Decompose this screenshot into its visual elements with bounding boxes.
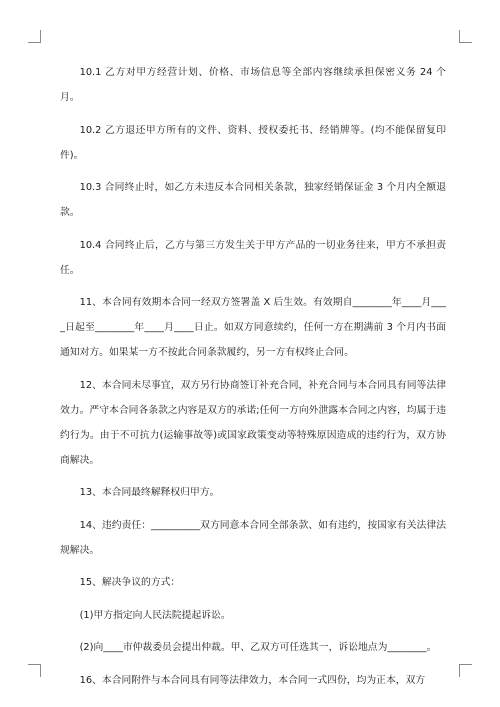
clause-13: 13、本合同最终解释权归甲方。	[79, 487, 220, 498]
clause-10-3: 10.3 合同终止时，如乙方未违反本合同相关条款，独家经销保证金 3 个月内全额退款。	[60, 182, 446, 218]
clause-12: 12、本合同未尽事宜，双方另行协商签订补充合同，补充合同与本合同具有同等法律效力。严守本合同各条款之内容是双方的承诺;任何一方向外泄露本合同之内容，均属于违约行为。由于不可抗力(运输事故等)或国家政策变动等特殊原因造成的违约行为，双方协商解决。	[60, 379, 446, 466]
crop-mark-top-left	[28, 30, 41, 43]
crop-mark-bottom-left	[28, 664, 41, 677]
clause-10-4: 10.4 合同终止后，乙方与第三方发生关于甲方产品的一切业务往来，甲方不承担责任。	[60, 239, 446, 276]
clause-15-2: (2)向____市仲裁委员会提出仲裁。甲、乙双方可任选其一，诉讼地点为________。	[79, 642, 437, 653]
clause-10-1: 10.1 乙方对甲方经营计划、价格、市场信息等全部内容继续承担保密义务 24 个月。	[60, 67, 446, 103]
clause-10-2: 10.2 乙方退还甲方所有的文件、资料、授权委托书、经销牌等。(均不能保留复印件)。	[60, 124, 446, 161]
crop-mark-top-right	[459, 30, 472, 43]
crop-mark-bottom-right	[459, 664, 472, 677]
clause-16: 16、本合同附件与本合同具有同等法律效力，本合同一式四份，均为正本，双方	[79, 674, 426, 686]
clause-15-1: (1)甲方指定向人民法院提起诉讼。	[79, 609, 231, 621]
clause-14: 14、违约责任：__________双方同意本合同全部条款、如有违约，按国家有关法律法规解决。	[60, 519, 446, 556]
clause-11: 11、本合同有效期本合同一经双方签署盖 X 后生效。有效期自________年____月____日起至________年____月____日止。如双方同意续约，任何一方在期满前 3 个月内书面通知对方。如果某一方不按此合同条款履约，另一方有权终止合同。	[60, 297, 446, 358]
document-body	[60, 60, 446, 700]
clause-15: 15、解决争议的方式：	[79, 577, 181, 588]
